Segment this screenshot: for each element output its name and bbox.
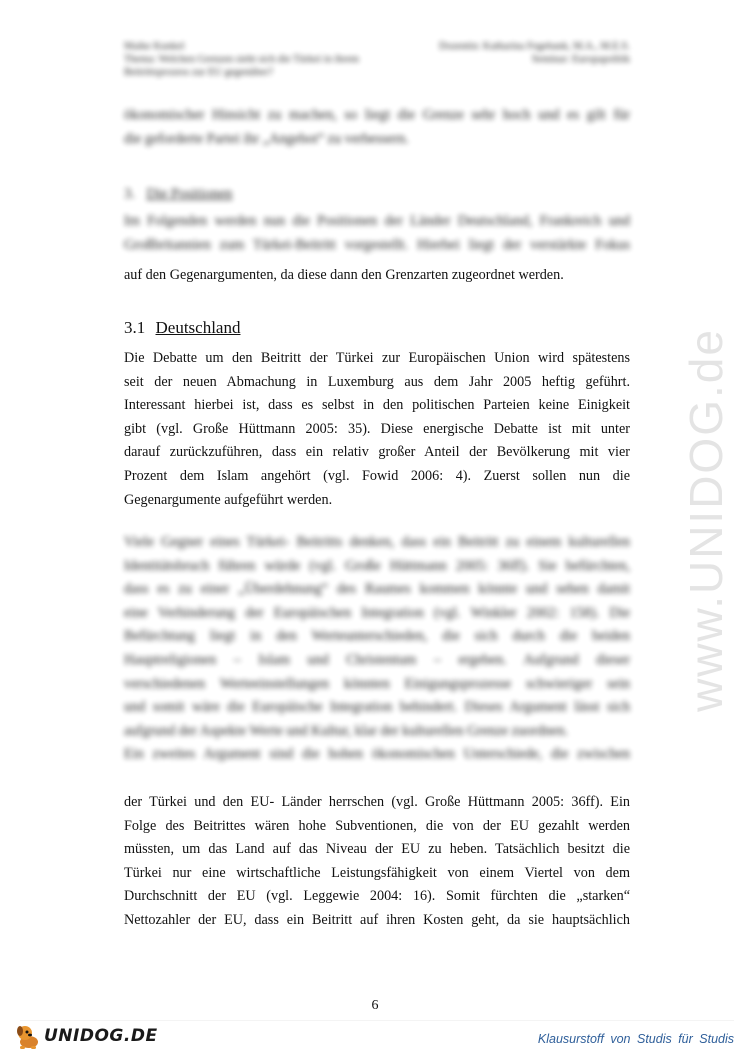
text-line: und somit wäre die Europäische Integration behindert. Dieses Argument lässt sich: [124, 699, 630, 716]
text-line: Interessant hierbei ist, dass es selbst in den politischen Parteien keine Einigkeit: [124, 397, 630, 414]
header-author: Maike Kunkel: [124, 41, 185, 52]
text-line: Identitätsbruch führen würde (vgl. Große Hüttmann 2005: 36ff). Sie befürchten,: [124, 557, 630, 574]
section-title: Die Positionen: [146, 186, 233, 202]
text-line: Hauptreligionen – Islam und Christentum – ergeben. Aufgrund dieser: [124, 651, 630, 668]
footer-tagline: Klausurstoff von Studis für Studis: [537, 1032, 734, 1046]
text-line: der Türkei und den EU- Länder herrschen (vgl. Große Hüttmann 2005: 36ff). Ein: [124, 794, 630, 810]
logo-text: UNIDOG.DE: [44, 1026, 158, 1046]
text-line: verschiedenen Werteeinstellungen könnten Einigungsprozesse schwieriger sein: [124, 675, 630, 692]
header-lecturer: Dozentin: Katharina Fegebank, M.A., M.E.S.: [438, 41, 630, 52]
intro-paragraph: [124, 104, 630, 151]
section3-intro-clear: [124, 264, 630, 288]
text-line: ökonomischer Hinsicht zu machen, so liegt die Grenze sehr hoch und es gilt für: [124, 107, 630, 123]
deutschland-paragraph-1: [124, 347, 630, 512]
page-header: [124, 40, 630, 79]
text-line: Prozent dem Islam angehört (vgl. Fowid 2006: 4). Zuerst sollen nun die: [124, 467, 630, 484]
text-line: Die Debatte um den Beitritt der Türkei zur Europäischen Union wird spätestens: [124, 350, 630, 366]
text-line: aufgrund der Aspekte Werte und Kultur, klar der kulturellen Grenze zuordnen.: [124, 722, 568, 739]
unidog-logo[interactable]: [14, 1022, 158, 1050]
text-line: müssten, um das Land auf das Niveau der EU zu heben. Tatsächlich besitzt die: [124, 841, 630, 858]
section3-intro-blurred: [124, 210, 630, 257]
text-line: seit der neuen Abmachung in Luxemburg aus dem Jahr 2005 heftig geführt.: [124, 373, 630, 390]
text-line: die geforderte Partei ihr „Angebot“ zu verbessern.: [124, 130, 409, 147]
text-line: Befürchtung liegt in den Werteunterschieden, die sich durch die beiden: [124, 628, 630, 645]
section-heading-3: [124, 186, 232, 203]
text-line: dass es zu einer „Überdehnung“ des Raumes kommen könnte und sehen damit: [124, 581, 630, 598]
watermark: [676, 300, 736, 740]
text-line: Ein zweites Argument sind die hohen ökonomischen Unterschiede, die zwischen: [124, 746, 630, 763]
deutschland-paragraph-2: [124, 791, 630, 933]
text-line: Viele Gegner eines Türkei- Beitritts denken, dass ein Beitritt zu einem kulturellen: [124, 534, 630, 550]
text-line: darauf zurückzuführen, dass ein relativ großer Anteil der Bevölkerung mit vier: [124, 444, 630, 461]
text-line: Folge des Beitrittes wären hohe Subventionen, die von der EU gezahlt werden: [124, 817, 630, 834]
watermark-text: www.UNIDOG.de: [680, 328, 733, 712]
section-number: 3.: [124, 186, 135, 202]
footer-divider: [20, 1020, 734, 1021]
section-number: 3.1: [124, 318, 146, 337]
text-line: eine Verhinderung der Europäischen Integration (vgl. Winkler 2002: 158). Die: [124, 604, 630, 621]
header-seminar: Seminar: Europapolitik: [531, 54, 630, 65]
dog-mascot-icon: [14, 1022, 42, 1050]
text-line: Durchschnitt der EU (vgl. Leggewie 2004: 16). Somit fürchten die „starken“: [124, 888, 630, 905]
page-number: 6: [371, 998, 379, 1013]
header-topic: Thema: Welchen Grenzen sieht sich die Türkei in ihrem: [124, 54, 359, 65]
text-line: gibt (vgl. Große Hüttmann 2005: 35). Diese energische Debatte ist mit unter: [124, 420, 630, 437]
text-line: Nettozahler der EU, dass ein Beitritt auf ihren Kosten geht, da sie hauptsächlich: [124, 911, 630, 928]
header-topic-cont: Beitrittsprozess zur EU gegenüber?: [124, 67, 273, 78]
deutschland-paragraph-blurred: [124, 531, 630, 767]
text-line: Im Folgenden werden nun die Positionen der Länder Deutschland, Frankreich und: [124, 213, 630, 229]
text-line: Gegenargumente aufgeführt werden.: [124, 491, 333, 508]
text-line: Türkei nur eine wirtschaftliche Leistungsfähigkeit von einem Viertel von dem: [124, 864, 630, 881]
text-line: Großbritannien zum Türkei-Beitritt vorgestellt. Hierbei liegt der verstärkte Fokus: [124, 236, 630, 253]
section-heading-3-1: [124, 318, 240, 338]
section-title: Deutschland: [155, 318, 241, 337]
text-line: auf den Gegenargumenten, da diese dann den Grenzarten zugeordnet werden.: [124, 267, 564, 283]
